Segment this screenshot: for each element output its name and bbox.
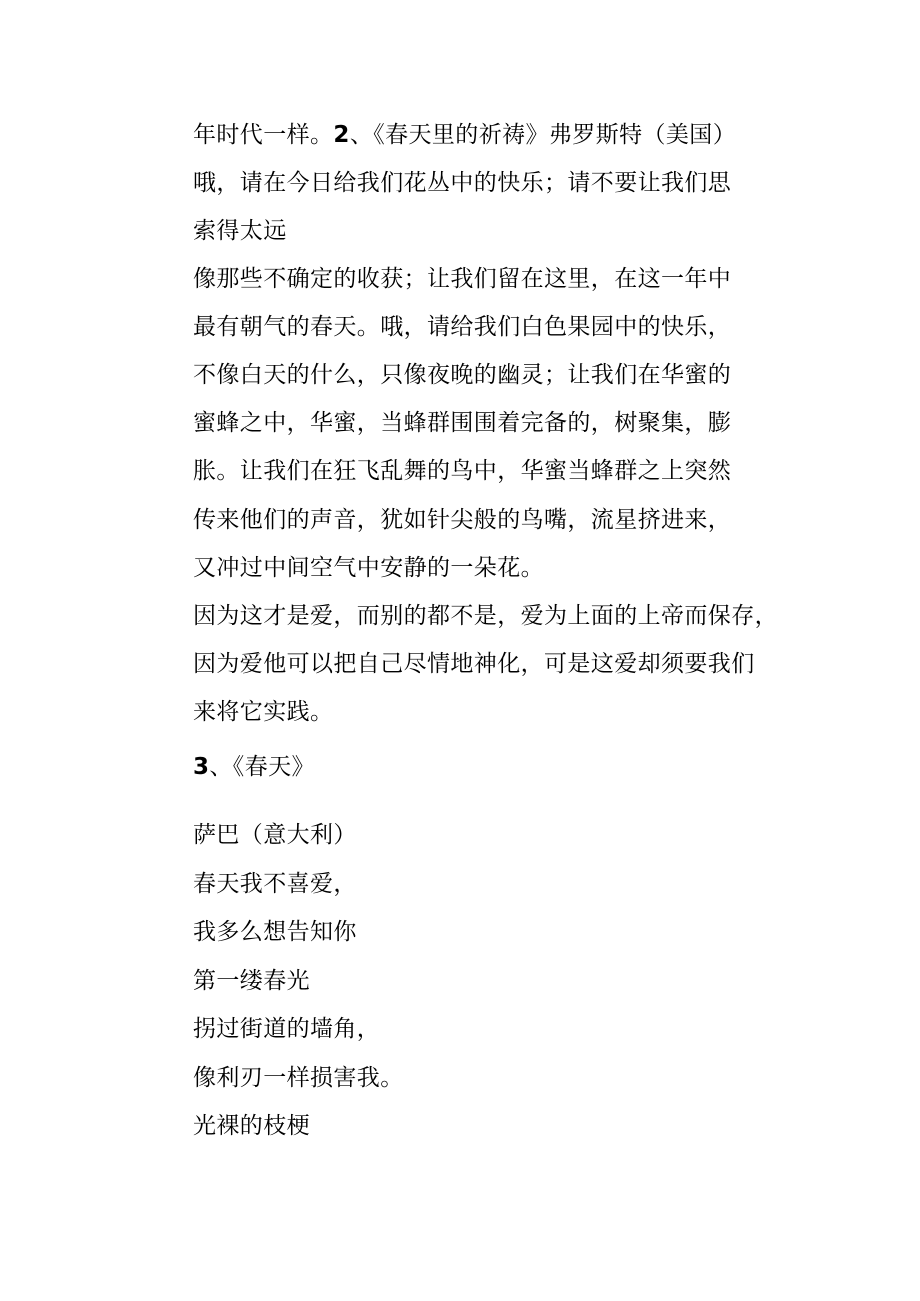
- poem-line: 最有朝气的春天。哦，请给我们白色果园中的快乐，: [193, 314, 732, 340]
- poem-line: 我多么想告知你: [193, 919, 357, 945]
- poem-line: 蜜蜂之中，华蜜，当蜂群围围着完备的，树聚集，膨: [193, 410, 732, 436]
- poem-line: 第一缕春光: [193, 968, 310, 994]
- section-number: 3: [193, 754, 210, 780]
- poem-line: 因为爱他可以把自己尽情地神化，可是这爱却须要我们: [193, 651, 755, 677]
- poem-author: 萨巴（意大利）: [193, 822, 357, 848]
- section-heading: [193, 752, 793, 782]
- poem-line: 光裸的枝梗: [193, 1113, 310, 1139]
- poem-line: 哦，请在今日给我们花丛中的快乐；请不要让我们思: [193, 170, 732, 196]
- poem-line: 不像白天的什么，只像夜晚的幽灵；让我们在华蜜的: [193, 362, 732, 388]
- section-heading-text: 、《春天里的祈祷》弗罗斯特（美国）: [349, 122, 737, 148]
- section-number: 2: [333, 122, 350, 148]
- poem-line: 传来他们的声音，犹如针尖般的鸟嘴，流星挤进来，: [193, 507, 732, 533]
- poem-line: [193, 120, 793, 150]
- poem-line: 像那些不确定的收获；让我们留在这里，在这一年中: [193, 266, 732, 292]
- poem-line: 胀。让我们在狂飞乱舞的鸟中，华蜜当蜂群之上突然: [193, 458, 732, 484]
- section-heading-text: 、《春天》: [209, 754, 315, 780]
- line-text-before: 年时代一样。: [193, 122, 334, 148]
- poem-line: 拐过街道的墙角，: [193, 1016, 381, 1042]
- poem-line: 索得太远: [193, 218, 287, 244]
- poem-line: 又冲过中间空气中安静的一朵花。: [193, 555, 544, 581]
- poem-line: 春天我不喜爱，: [193, 871, 357, 897]
- poem-line: 像利刃一样损害我。: [193, 1065, 404, 1091]
- poem-line: 因为这才是爱，而别的都不是，爱为上面的上帝而保存，: [193, 603, 778, 629]
- poem-line: 来将它实践。: [193, 699, 334, 725]
